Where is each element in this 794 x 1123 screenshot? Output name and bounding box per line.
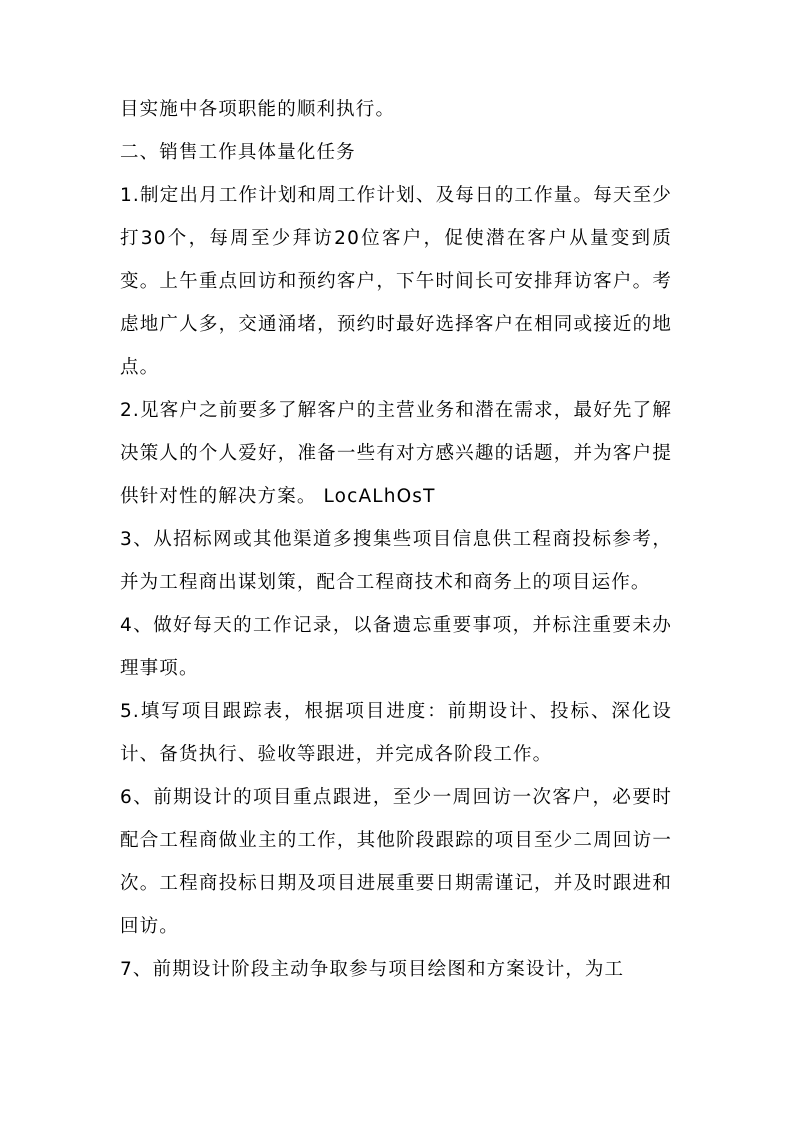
paragraph-item-3: 3、从招标网或其他渠道多搜集些项目信息供工程商投标参考，并为工程商出谋划策，配合工程商技术和商务上的项目运作。 [120, 529, 672, 593]
paragraph-item-4: 4、做好每天的工作记录，以备遗忘重要事项，并标注重要未办理事项。 [120, 615, 672, 679]
paragraph-item-2: 2.见客户之前要多了解客户的主营业务和潜在需求，最好先了解决策人的个人爱好，准备一些有对方感兴趣的话题，并为客户提供针对性的解决方案。 LocALhOsT [120, 400, 672, 507]
paragraph-continuation: 目实施中各项职能的顺利执行。 [120, 99, 396, 120]
paragraph-item-1: 1.制定出月工作计划和周工作计划、及每日的工作量。每天至少打30个，每周至少拜访20位客户，促使潜在客户从量变到质变。上午重点回访和预约客户，下午时间长可安排拜访客户。考虑地广人多，交通涌堵，预约时最好选择客户在相同或接近的地点。 [120, 185, 672, 378]
paragraph-item-6: 6、前期设计的项目重点跟进，至少一周回访一次客户，必要时配合工程商做业主的工作，其他阶段跟踪的项目至少二周回访一次。工程商投标日期及项目进展重要日期需谨记，并及时跟进和回访。 [120, 787, 672, 937]
paragraph-item-5: 5.填写项目跟踪表，根据项目进度：前期设计、投标、深化设计、备货执行、验收等跟进，并完成各阶段工作。 [120, 701, 672, 765]
document-body [120, 88, 672, 991]
section-heading: 二、销售工作具体量化任务 [120, 142, 356, 163]
paragraph-item-7: 7、前期设计阶段主动争取参与项目绘图和方案设计，为工 [120, 959, 625, 980]
